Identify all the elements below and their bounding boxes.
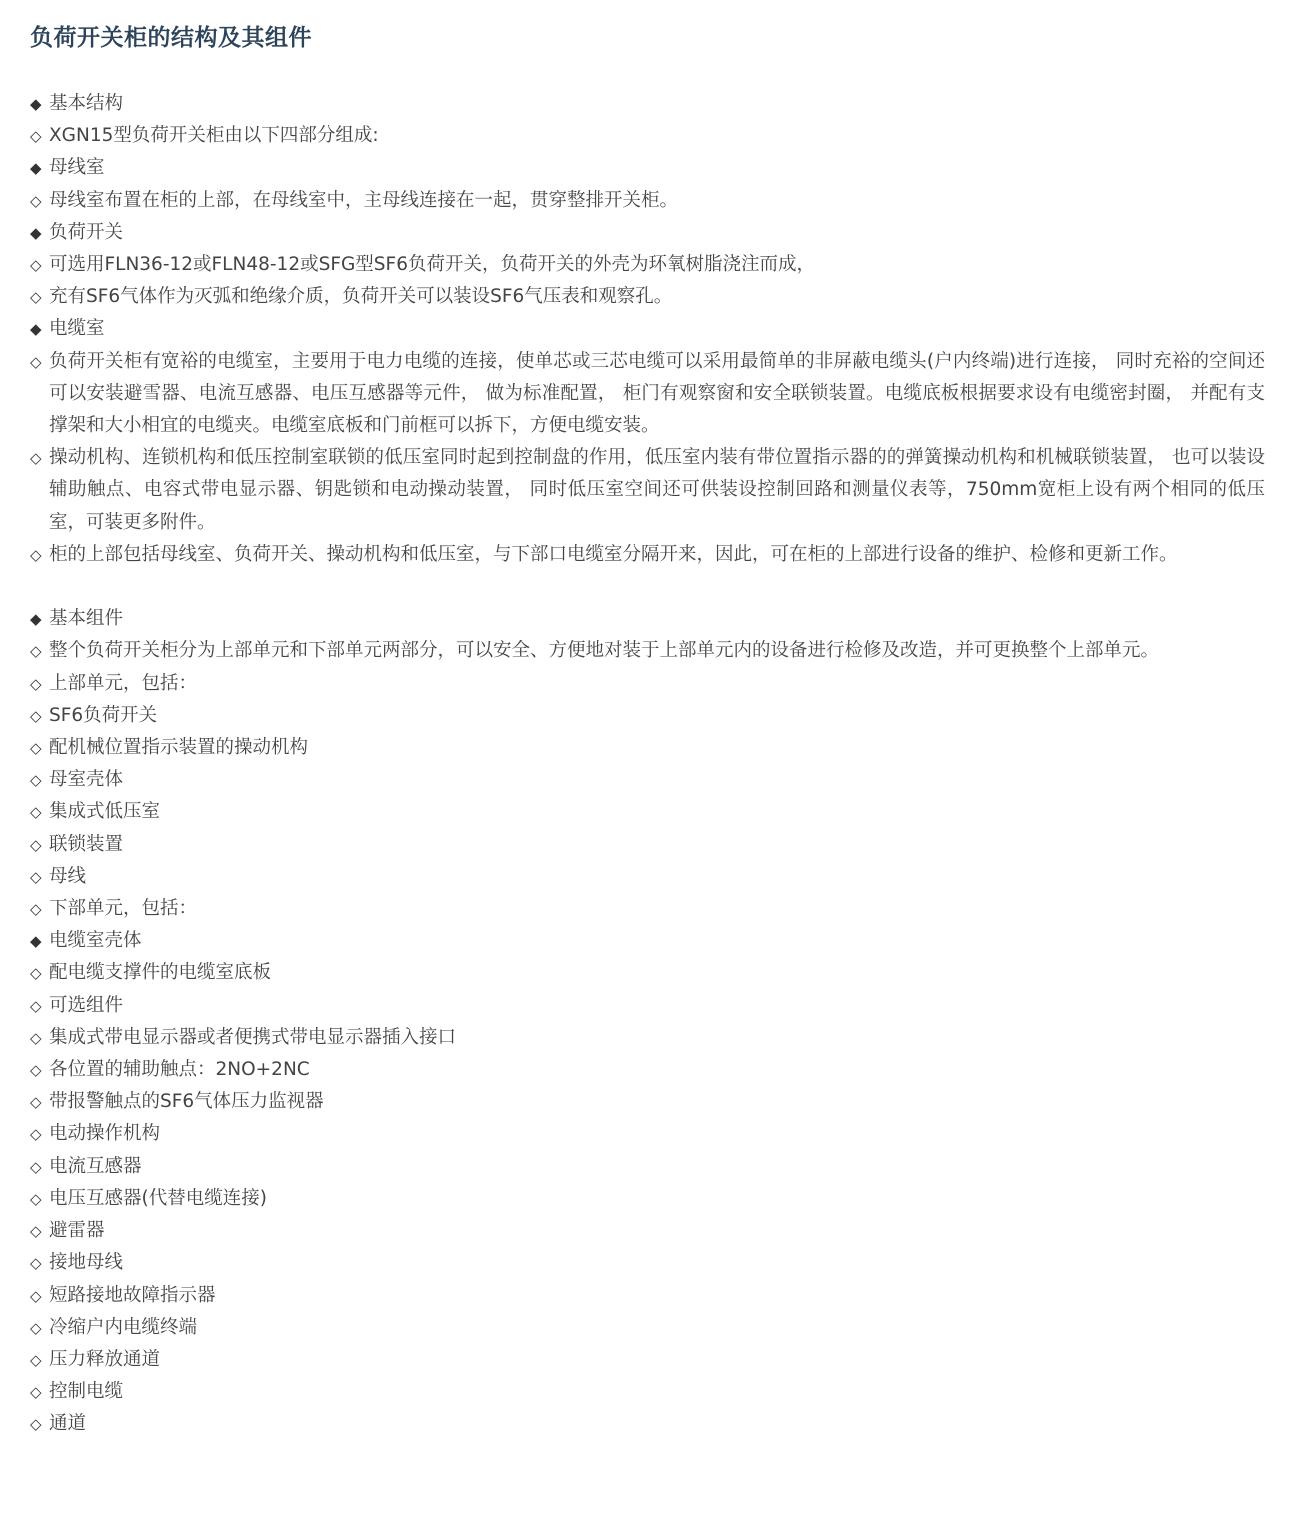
list-item [30,539,1281,571]
list-item [30,185,1281,217]
open-diamond-icon: ◇ [30,1157,42,1176]
line-text: 可选用FLN36-12或FLN48-12或SFG型SF6负荷开关，负荷开关的外壳为环氧树脂浇注而成， [49,254,815,276]
filled-diamond-icon: ◆ [30,223,42,242]
line-text: 电缆室壳体 [49,930,142,952]
filled-diamond-icon: ◆ [30,932,42,951]
open-diamond-icon: ◇ [30,191,42,210]
line-text: 基本结构 [49,93,124,114]
line-text: SF6负荷开关 [49,704,158,726]
filled-diamond-icon: ◆ [30,610,42,629]
list-item [30,1183,1281,1215]
list-item [30,732,1281,764]
open-diamond-icon: ◇ [30,642,42,661]
line-text: 上部单元，包括： [49,672,198,694]
filled-diamond-icon: ◆ [30,159,42,178]
list-item [30,1408,1281,1440]
open-diamond-icon: ◇ [30,771,42,790]
list-item [30,1280,1281,1312]
list-item [30,893,1281,925]
section-heading [30,925,1281,957]
list-item [30,1086,1281,1118]
section-heading [30,313,1281,345]
open-diamond-icon: ◇ [30,1350,42,1369]
line-text: 柜的上部包括母线室、负荷开关、操动机构和低压室，与下部口电缆室分隔开来，因此，可在柜的上部进行设备的维护、检修和更新工作。 [49,543,1178,565]
list-item [30,796,1281,828]
line-text: 负荷开关 [49,221,124,243]
list-item [30,1312,1281,1344]
line-text: 母室壳体 [49,769,124,791]
content-list [30,88,1281,1441]
page-title: 负荷开关柜的结构及其组件 [30,25,312,51]
open-diamond-icon: ◇ [30,1254,42,1273]
line-text: 操动机构、连锁机构和低压控制室联锁的低压室同时起到控制盘的作用，低压室内装有带位置指示器的的弹簧操动机构和机械联锁装置， 也可以装设辅助触点、电容式带电显示器、钥匙锁和电动操动装置， 同时低压室空间还可供装设控制回路和测量仪表等，750mm宽柜上设有两个相同的低压室，可装更多附件。 [49,447,1265,533]
open-diamond-icon: ◇ [30,256,42,275]
line-text: 配机械位置指示装置的操动机构 [49,737,309,759]
open-diamond-icon: ◇ [30,1061,42,1080]
line-text: 带报警触点的SF6气体压力监视器 [49,1091,324,1113]
filled-diamond-icon: ◆ [30,320,42,339]
line-text: 可选组件 [49,994,124,1016]
line-text: 接地母线 [49,1252,124,1274]
open-diamond-icon: ◇ [30,996,42,1015]
open-diamond-icon: ◇ [30,288,42,307]
line-text: 电动操作机构 [49,1123,161,1145]
list-item [30,1022,1281,1054]
line-text: 联锁装置 [49,833,124,855]
list-item [30,700,1281,732]
line-text: 电缆室 [49,318,105,340]
section-heading [30,603,1281,635]
blank-line [30,571,1281,603]
line-text: 冷缩户内电缆终端 [49,1316,198,1338]
open-diamond-icon: ◇ [30,1093,42,1112]
list-item [30,1376,1281,1408]
list-item [30,861,1281,893]
open-diamond-icon: ◇ [30,803,42,822]
filled-diamond-icon: ◆ [30,95,42,113]
line-text: 电压互感器(代替电缆连接) [49,1187,267,1209]
section-heading [30,217,1281,249]
open-diamond-icon: ◇ [30,545,42,564]
line-text: 整个负荷开关柜分为上部单元和下部单元两部分，可以安全、方便地对装于上部单元内的设备进行检修及改造，并可更换整个上部单元。 [49,640,1160,662]
list-item [30,1247,1281,1279]
open-diamond-icon: ◇ [30,1415,42,1434]
line-text: XGN15型负荷开关柜由以下四部分组成: [49,125,379,147]
open-diamond-icon: ◇ [30,449,42,468]
list-item [30,249,1281,281]
open-diamond-icon: ◇ [30,964,42,983]
open-diamond-icon: ◇ [30,835,42,854]
line-text: 各位置的辅助触点：2NO+2NC [49,1059,310,1081]
list-item [30,1344,1281,1376]
list-item [30,281,1281,313]
list-item [30,990,1281,1022]
line-text: 集成式带电显示器或者便携式带电显示器插入接口 [49,1026,457,1048]
open-diamond-icon: ◇ [30,674,42,693]
list-item [30,1215,1281,1247]
list-item [30,635,1281,667]
section-heading [30,88,1281,120]
line-text: 配电缆支撑件的电缆室底板 [49,962,272,984]
line-text: 下部单元，包括： [49,898,198,920]
list-item [30,1151,1281,1183]
section-heading [30,152,1281,184]
list-item [30,1054,1281,1086]
list-item [30,668,1281,700]
line-text: 压力释放通道 [49,1348,161,1370]
open-diamond-icon: ◇ [30,1318,42,1337]
line-text: 电流互感器 [49,1155,142,1177]
open-diamond-icon: ◇ [30,352,42,371]
line-text: 母线 [49,865,87,887]
list-item [30,1118,1281,1150]
open-diamond-icon: ◇ [30,1028,42,1047]
line-text: 避雷器 [49,1220,105,1242]
list-item [30,957,1281,989]
line-text: 充有SF6气体作为灭弧和绝缘介质，负荷开关可以装设SF6气压表和观察孔。 [49,286,673,308]
open-diamond-icon: ◇ [30,1189,42,1208]
open-diamond-icon: ◇ [30,1125,42,1144]
list-item [30,120,1281,152]
line-text: 通道 [49,1413,87,1435]
open-diamond-icon: ◇ [30,739,42,758]
list-item [30,442,1281,539]
open-diamond-icon: ◇ [30,867,42,886]
list-item [30,829,1281,861]
open-diamond-icon: ◇ [30,900,42,919]
line-text: 控制电缆 [49,1381,124,1403]
list-item [30,764,1281,796]
line-text: 负荷开关柜有宽裕的电缆室，主要用于电力电缆的连接，使单芯或三芯电缆可以采用最简单的非屏蔽电缆头(户内终端)进行连接， 同时充裕的空间还可以安装避雪器、电流互感器、电压互感器等元件， 做为标准配置， 柜门有观察窗和安全联锁装置。电缆底板根据要求设有电缆密封圈， 并配有支撑架和大小相宜的电缆夹。电缆室底板和门前框可以拆下，方便电缆安装。 [49,350,1265,437]
open-diamond-icon: ◇ [30,1222,42,1241]
open-diamond-icon: ◇ [30,706,42,725]
line-text: 集成式低压室 [49,801,161,823]
line-text: 母线室 [49,157,105,179]
open-diamond-icon: ◇ [30,127,42,146]
open-diamond-icon: ◇ [30,1383,42,1402]
line-text: 基本组件 [49,608,124,630]
open-diamond-icon: ◇ [30,1286,42,1305]
line-text: 短路接地故障指示器 [49,1284,216,1306]
list-item [30,346,1281,443]
line-text: 母线室布置在柜的上部，在母线室中，主母线连接在一起，贯穿整排开关柜。 [49,189,679,211]
